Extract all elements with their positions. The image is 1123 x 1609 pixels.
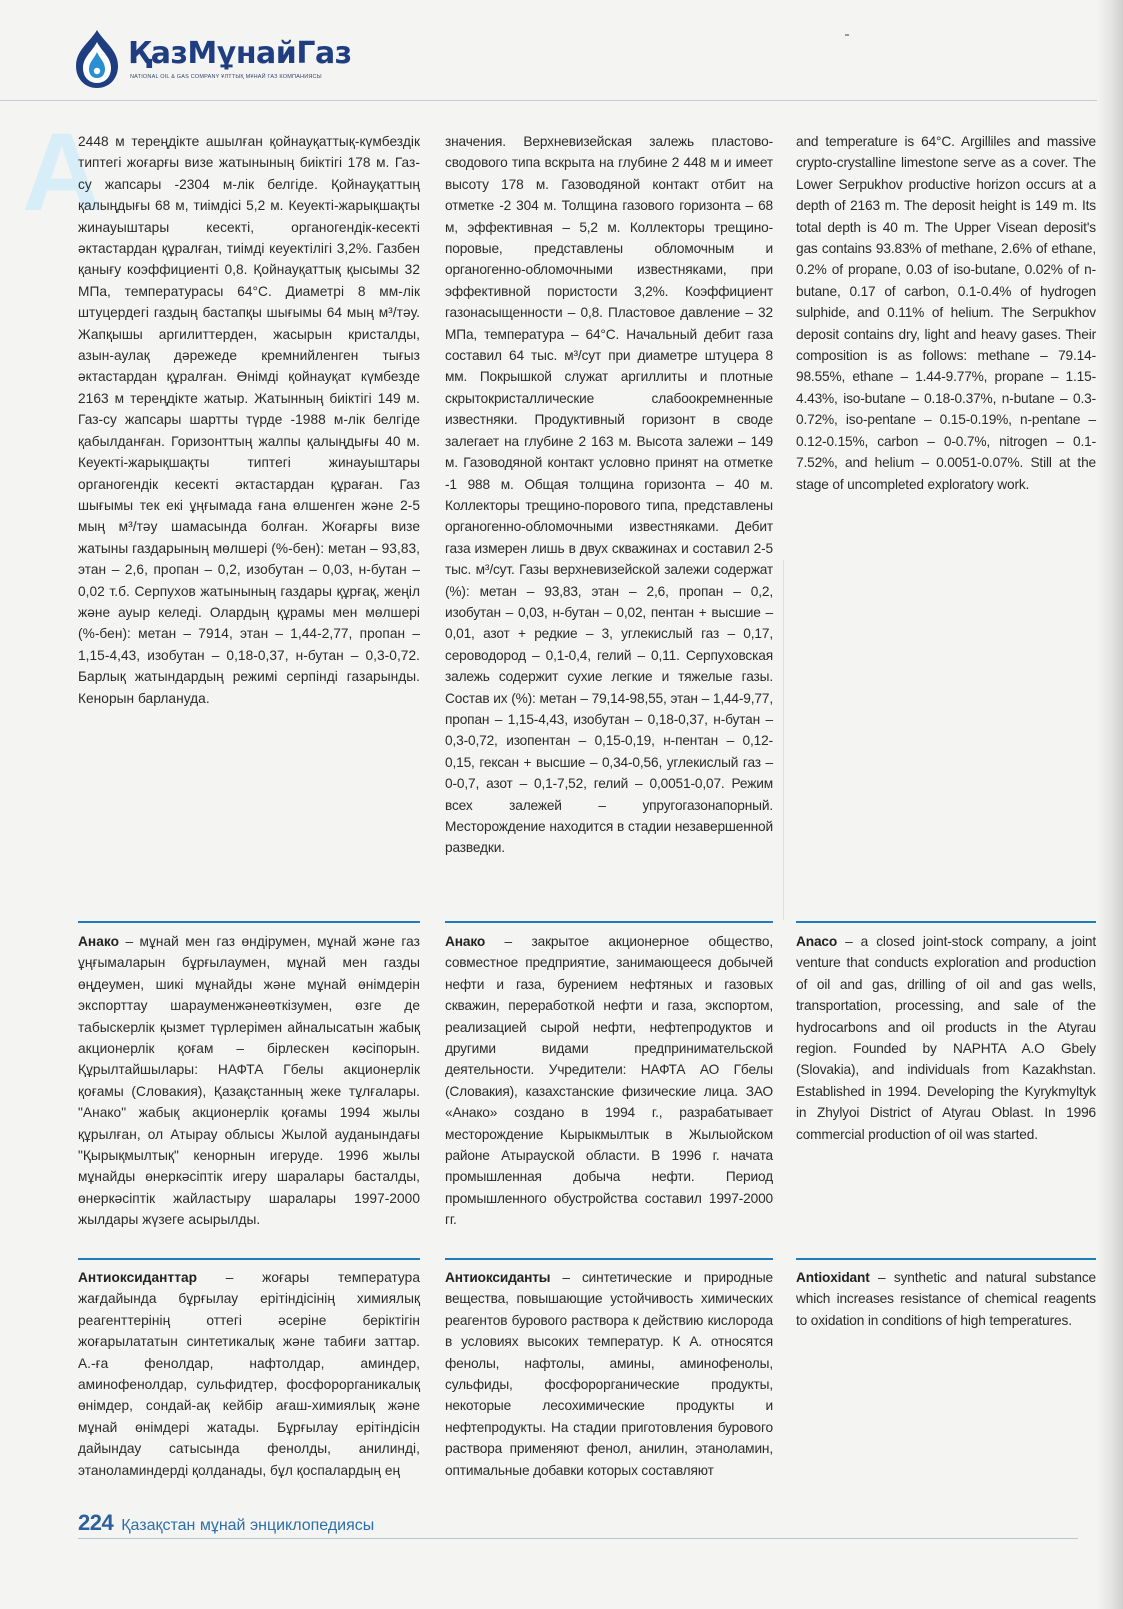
scan-speck	[845, 34, 849, 36]
entry-antioxidant-kazakh	[78, 1267, 420, 1481]
intro-english-text: and temperature is 64°C. Argilliles and massive crypto-crystalline limestone serve as a cover. The Lower Serpukhov productive horizon occurs at a depth of 2163 m. The deposit height is 149 m. Its total depth is 40 m. The Upper Visean deposit's gas contains 93.83% of methane, 2.6% of ethane, 0.2% of propane, 0.03 of iso-butane, 0.02% of n-butane, 0.17 of carbon, 0.1-0.4% of hydrogen sulphide, and 0.11% of helium. The Serpukhov deposit contains dry, light and heavy gases. Their composition is as follows: methane – 79.14-98.55%, ethane – 1.44-9.77%, propane – 1.15-4.43%, iso-butane – 0.18-0.37%, n-butane – 0.3-0.72%, iso-pentane – 0.15-0.19%, n-pentane – 0.12-0.15%, carbon – 0-0.7%, nitrogen – 0.1-7.52%, and helium – 0.0051-0.07%. Still at the stage of uncompleted exploratory work.	[796, 134, 1096, 492]
entry-anaco-english	[796, 931, 1096, 1145]
intro-russian	[445, 131, 773, 859]
footer-divider	[78, 1538, 1078, 1539]
logo-title: ҚазМұнайГаз	[128, 36, 352, 71]
intro-russian-text: значения. Верхневизейская залежь пластово-сводового типа вскрыта на глубине 2 448 м и имеет высоту 178 м. Газоводяной контакт отбит на отметке -2 304 м. Толщина газового горизонта – 68 м, эффективная – 5,2 м. Коллекторы трещино-поровые, представлены обломочным и органогенно-обломочными известняками, при эффективной пористости 3,2%. Коэффициент газонасыщенности – 0,8. Пластовое давление – 32 МПа, температура – 64°С. Начальный дебит газа составил 64 тыс. м³/сут при диаметре штуцера 8 мм. Покрышкой служат аргиллиты и плотные скрытокристаллические слабоокремненные известняки. Продуктивный горизонт в своде залегает на глубине 2 163 м. Высота залежи – 149 м. Газоводяной контакт условно принят на отметке -1 988 м. Общая толщина горизонта – 40 м. Коллекторы трещино-порового типа, представлены органогенно-обломочными известняками. Дебит газа измерен лишь в двух скважинах и составил 2-5 тыс. м³/сут. Газы верхневизейской залежи содержат (%): метан – 93,83, этан – 2,6, пропан – 0,2, изобутан – 0,03, н-бутан – 0,02, пентан + высшие – 0,01, азот + редкие – 3, углекислый газ – 0,17, сероводород – 0,1-0,4, гелий – 0,11. Серпуховская залежь содержит сухие легкие и тяжелые газы. Состав их (%): метан – 79,14-98,55, этан – 1,44-9,77, пропан – 1,15-4,43, изобутан – 0,18-0,37, н-бутан – 0,3-0,72, изопентан – 0,15-0,19, н-пентан – 0,12-0,15, гексан + высшие – 0,34-0,56, углекислый газ – 0-0,7, азот – 0,1-7,52, гелий – 0,0051-0,07. Режим всех залежей – упругогазонапорный. Месторождение находится в стадии незавершенной разведки.	[445, 134, 773, 856]
flame-drop-logo-icon	[70, 28, 124, 90]
entry-rule	[796, 1258, 1096, 1260]
entry-rule	[445, 1258, 773, 1260]
intro-kazakh	[78, 131, 420, 709]
page-edge-shadow	[1097, 0, 1123, 1609]
intro-english	[796, 131, 1096, 495]
entry-rule	[78, 1258, 420, 1260]
company-logo	[70, 28, 370, 90]
entry-antioxidant-english	[796, 1267, 1096, 1331]
section-letter: A	[22, 111, 102, 234]
entry-term: Анако	[78, 934, 120, 949]
entry-antioxidant-russian	[445, 1267, 773, 1481]
entry-definition: – жоғары температура жағдайында бұрғылау ерітіндісінің химиялық реагенттерінің оттегі әсеріне беріктігін жоғарылататын синтетикалық және табиғи заттар. А.-ға фенолдар, нафтолдар, аминдер, аминофенолдар, сульфидтер, фосфорорганикалық өнімдер, сондай-ақ кейбір ағаш-химиялық және мұнай өнімдері жатады. Бұрғылау ерітіндісін дайындау сатысында фенолды, анилинді, этаноламиндерді қолданады, бұл қоспалардың ең	[78, 1270, 420, 1478]
entry-anaco-russian	[445, 931, 773, 1231]
entry-rule	[796, 921, 1096, 923]
entry-definition: – a closed joint-stock company, a joint venture that conducts exploration and production of oil and gas, drilling of oil and gas wells, transportation, processing, and sale of the hydrocarbons and oil products in the Atyrau region. Founded by NAPHTA A.O Gbely (Slovakia), and individuals from Kazakhstan. Established in 1994. Developing the Kyrykmyltyk in Zhylyoi District of Atyrau Oblast. In 1996 commercial production of oil was started.	[796, 934, 1096, 1142]
entry-term: Анако	[445, 934, 486, 949]
entry-rule	[445, 921, 773, 923]
logo-subtitle: NATIONAL OIL & GAS COMPANY ҰЛТТЫҚ МҰНАЙ ГАЗ КОМПАНИЯСЫ	[130, 74, 322, 80]
entry-definition: – синтетические и природные вещества, повышающие устойчивость химических реагентов бурового раствора к действию кислорода в условиях высоких температур. К А. относятся фенолы, нафтолы, амины, аминофенолы, сульфиды, фосфорорганические продукты, некоторые лесохимические продукты и нефтепродукты. На стадии приготовления бурового раствора применяют фенол, анилин, этаноламин, оптимальные добавки которых составляют	[445, 1270, 773, 1478]
intro-kazakh-text: 2448 м тереңдікте ашылған қойнауқаттық-күмбездік типтегі жоғарғы визе жатынының биіктігі 178 м. Газ-су жапсары -2304 м-лік белгіде. Қойнауқаттың қалыңдығы 68 м, тиімдісі 5,2 м. Кеуекті-жарықшақты жинауыштары кесекті, органогендік-кесекті әктастардан құралған, тиімді кеуектілігі 3,2%. Газбен қанығу коэффициенті 0,8. Қойнауқаттық қысымы 32 МПа, температурасы 64°С. Диаметрі 8 мм-лік штуцердегі газдың бастапқы шығымы 64 мың м³/тәу. Жапқышы аргилиттерден, жасырын кристалды, азын-аулақ дәрежеде кремнийленген тығыз әктастардан құралған. Өнімді қойнауқат күмбезде 2163 м тереңдікте жатыр. Жатынның биіктігі 149 м. Газ-су жапсары шартты түрде -1988 м-лік белгіде қабылданған. Горизонттың жалпы қалыңдығы 40 м. Кеуекті-жарықшақты типтегі жинауыштары органогендік кесекті әктастардан құраған. Газ шығымы тек екі ұңғымада ғана өлшенген және 2-5 мың м³/тәу шамасында болған. Жоғарғы визе жатыны газдарының мөлшері (%-бен): метан – 93,83, этан – 2,6, пропан – 0,2, изобутан – 0,03, н-бутан – 0,02 т.б. Серпухов жатынының газдары құрғақ, жеңіл және ауыр келеді. Олардың құрамы мен мөлшері (%-бен): метан – 7914, этан – 1,44-2,77, пропан – 1,15-4,43, изобутан – 0,18-0,37, н-бутан – 0,3-0,72. Барлық жатындардың режимі серпінді газарынды. Кенорын барлануда.	[78, 134, 420, 706]
entry-rule	[78, 921, 420, 923]
book-title: Қазақстан мұнай энциклопедиясы	[121, 1517, 375, 1534]
page-number: 224	[78, 1510, 114, 1535]
entry-anaco-kazakh	[78, 931, 420, 1231]
entry-definition: – synthetic and natural substance which increases resistance of chemical reagents to oxidation in conditions of high temperatures.	[796, 1270, 1096, 1328]
entry-definition: – мұнай мен газ өндірумен, мұнай және газ ұңғымаларын бұрғылаумен, мұнай мен газды өңдеумен, шикі мұнайды және мұнай өнімдерін экспорттау шарауменжәнеөткізумен, өзге де табыскерлік қызмет түрлерімен айналысатын жабық акционерлік қоғам – бірлескен кәсіпорын. Құрылтайшылары: НАФТА Гбелы акционерлік қоғамы (Словакия), Қазақстанның жеке тұлғалары. "Анако" жабық акционерлік қоғамы 1994 жылы құрылған, ол Атырау облысы Жылой ауданындағы "Қырықмылтық" кенорнын игеруде. 1996 жылы мұнайды өнеркәсіптік игеру шаралары басталды, өнеркәсіптік жайластыру шаралары 1997-2000 жылдары жүзеге асырылды.	[78, 934, 420, 1228]
entry-term: Anaco	[796, 934, 838, 949]
column-divider	[783, 560, 784, 920]
header-divider	[0, 100, 1100, 101]
entry-definition: – закрытое акционерное общество, совместное предприятие, занимающееся добычей нефти и газа, бурением нефтяных и газовых скважин, переработкой нефти и газа, экспортом, реализацией сырой нефти, нефтепродуктов и другими видами предпринимательской деятельности. Учредители: НАФТА АО Гбелы (Словакия), казахстанские физические лица. ЗАО «Анако» создано в 1994 г., разрабатывает месторождение Кырыкмылтык в Жылыойском районе Атырауской области. В 1996 г. начата промышленная добыча нефти. Период промышленного обустройства составил 1997-2000 гг.	[445, 934, 773, 1228]
entry-term: Antioxidant	[796, 1270, 870, 1285]
entry-term: Антиоксиданттар	[78, 1270, 198, 1285]
entry-term: Антиоксиданты	[445, 1270, 551, 1285]
page-footer	[78, 1510, 374, 1536]
